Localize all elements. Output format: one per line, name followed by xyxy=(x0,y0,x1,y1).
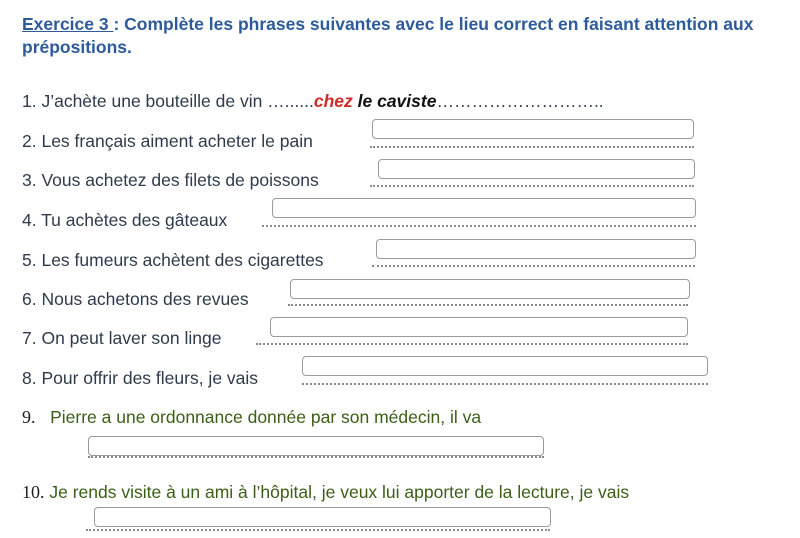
question-10-text: Je rends visite à un ami à l’hôpital, je veux lui apporter de la lecture, je vais xyxy=(44,482,630,502)
question-4-dotted-line xyxy=(262,225,696,227)
question-9-answer-input[interactable] xyxy=(88,436,544,456)
question-1-trailing-dots: ……………………….. xyxy=(436,91,604,111)
question-7-dotted-line xyxy=(256,343,688,345)
question-2-dotted-line xyxy=(370,146,694,148)
question-10-number: 10. xyxy=(22,482,45,502)
question-4-answer-input[interactable] xyxy=(272,198,696,218)
question-1-answer-preposition: chez xyxy=(313,91,353,111)
question-3-dotted-line xyxy=(370,185,694,187)
question-8-dotted-line xyxy=(302,383,708,385)
exercise-instruction: : Complète les phrases suivantes avec le lieu correct en faisant attention aux prépositions. xyxy=(22,14,754,57)
question-10-answer-input[interactable] xyxy=(94,507,551,527)
question-6-answer-input[interactable] xyxy=(290,279,690,299)
question-3-answer-input[interactable] xyxy=(378,159,695,179)
question-4 xyxy=(22,209,227,231)
question-5-text: 5. Les fumeurs achètent des cigarettes xyxy=(22,250,324,270)
question-5-answer-input[interactable] xyxy=(376,239,696,259)
question-1 xyxy=(22,90,604,112)
question-6 xyxy=(22,288,249,310)
question-2 xyxy=(22,130,313,152)
question-6-dotted-line xyxy=(288,304,688,306)
question-10-dotted-line xyxy=(86,529,550,531)
question-9-number: 9. xyxy=(22,407,36,427)
exercise-label: Exercice 3 xyxy=(22,14,114,34)
question-7 xyxy=(22,327,221,349)
question-2-text: 2. Les français aiment acheter le pain xyxy=(22,131,313,151)
exercise-title xyxy=(22,13,782,59)
question-8-answer-input[interactable] xyxy=(302,356,708,376)
question-1-text: 1. J’achète une bouteille de vin xyxy=(22,91,268,111)
question-9 xyxy=(22,406,481,428)
question-8 xyxy=(22,367,258,389)
question-5-dotted-line xyxy=(372,265,695,267)
question-10 xyxy=(22,481,629,503)
question-1-dots: …...... xyxy=(267,91,314,111)
question-5 xyxy=(22,249,324,271)
question-3 xyxy=(22,169,319,191)
question-6-text: 6. Nous achetons des revues xyxy=(22,289,249,309)
question-1-answer-place: le caviste xyxy=(352,91,437,111)
question-9-text: Pierre a une ordonnance donnée par son médecin, il va xyxy=(50,407,482,427)
question-7-answer-input[interactable] xyxy=(270,317,688,337)
question-7-text: 7. On peut laver son linge xyxy=(22,328,222,348)
question-8-text: 8. Pour offrir des fleurs, je vais xyxy=(22,368,259,388)
question-4-text: 4. Tu achètes des gâteaux xyxy=(22,210,228,230)
question-9-dotted-line xyxy=(88,456,544,458)
question-2-answer-input[interactable] xyxy=(372,119,694,139)
question-3-text: 3. Vous achetez des filets de poissons xyxy=(22,170,319,190)
